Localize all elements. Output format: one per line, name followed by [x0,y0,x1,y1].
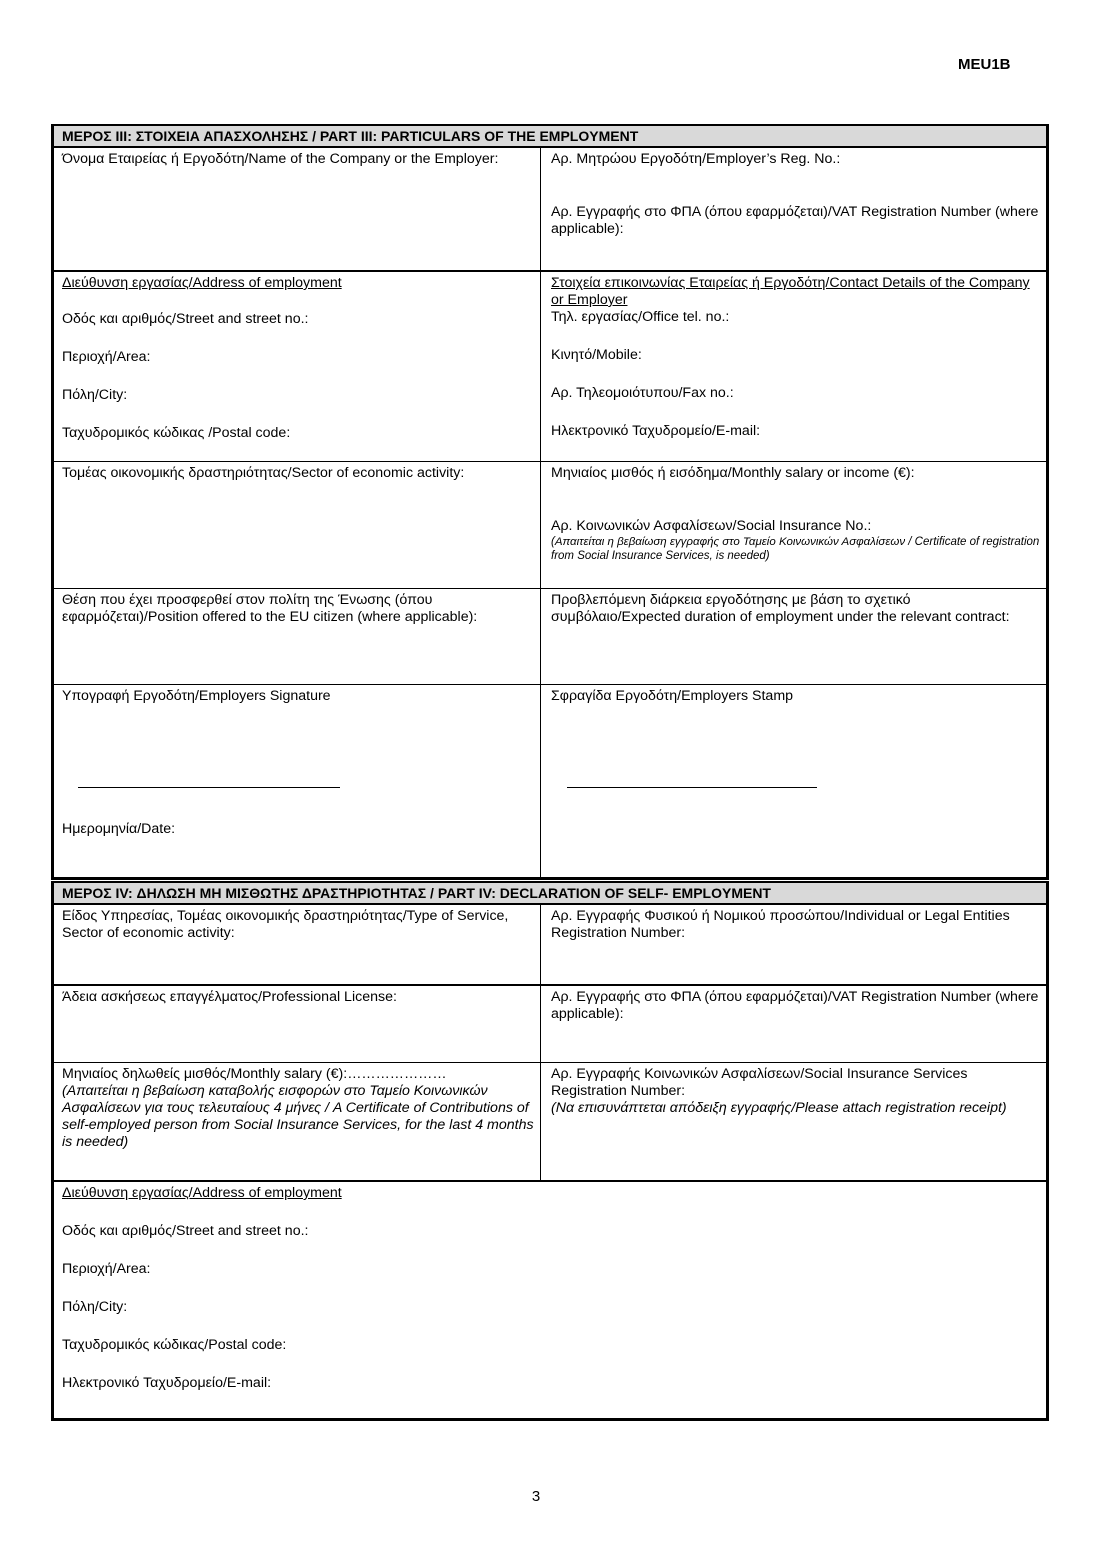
street-label: Οδός και αριθμός/Street and street no.: [62,311,309,327]
position-offered-label: Θέση που έχει προσφερθεί στον πολίτη της Ένωσης (όπου εφαρμόζεται)/Position offered to the EU citizen (where applicable): [62,592,478,625]
date-label: Ημερομηνία/Date: [62,821,176,837]
area-label: Περιοχή/Area: [62,349,151,365]
position-offered-field[interactable] [54,589,541,684]
service-row [54,905,1046,984]
declared-salary-note: (Απαιτείται η βεβαίωση καταβολής εισφορών στο Ταμείο Κοινωνικών Ασφαλίσεων για τους τελευταίους 4 μήνες / A Certificate of Contributions of self-employed person from Social Insurance Services, for the last 4 months is needed) [62,1083,534,1150]
signature-cell[interactable] [54,685,541,880]
page-number: 3 [531,1488,541,1505]
social-insurance-reg-note: (Να επισυνάπτεται απόδειξη εγγραφής/Please attach registration receipt) [551,1100,1007,1116]
postal-label: Ταχυδρομικός κώδικας /Postal code: [62,425,291,441]
address-cell[interactable] [54,272,541,461]
monthly-salary-label: Μηνιαίος μισθός ή εισόδημα/Monthly salary or income (€): [551,465,915,481]
vat-reg-label-p4: Αρ. Εγγραφής στο ΦΠΑ (όπου εφαρμόζεται)/VAT Registration Number (where applicable): [551,989,1039,1022]
sector-field[interactable] [54,462,541,588]
signature-row [54,684,1046,880]
address-row-p4 [54,1180,1046,1420]
office-tel-label: Τηλ. εργασίας/Office tel. no.: [551,309,730,325]
fax-label: Αρ. Τηλεομοιότυπου/Fax no.: [551,385,734,401]
social-insurance-note: (Απαιτείται η βεβαίωση εγγραφής στο Ταμείο Κοινωνικών Ασφαλίσεων / Certificate of registration from Social Insurance Services, is needed) [551,536,1040,562]
vat-reg-label: Αρ. Εγγραφής στο ΦΠΑ (όπου εφαρμόζεται)/VAT Registration Number (where applicable): [551,204,1039,237]
social-insurance-label: Αρ. Κοινωνικών Ασφαλίσεων/Social Insurance No.: [551,518,872,534]
entity-reg-label: Αρ. Εγγραφής Φυσικού ή Νομικού προσώπου/Individual or Legal Entities Registration Number: [551,908,1010,941]
email-label-p4: Ηλεκτρονικό Ταχυδρομείο/E-mail: [62,1375,272,1391]
license-row [54,984,1046,1062]
expected-duration-field[interactable] [541,589,1046,684]
contact-cell[interactable] [541,272,1046,461]
employer-reg-label: Αρ. Μητρώου Εργοδότη/Employer’s Reg. No.: [551,151,841,167]
position-row [54,588,1046,684]
license-field[interactable] [54,986,541,1062]
stamp-cell[interactable] [541,685,1046,880]
service-type-field[interactable] [54,905,541,984]
social-insurance-reg-label: Αρ. Εγγραφής Κοινωνικών Ασφαλίσεων/Social Insurance Services Registration Number: [551,1066,968,1099]
address-row [54,270,1046,461]
sector-row [54,461,1046,588]
salary-cell[interactable] [541,462,1046,588]
part-3-header: ΜΕΡΟΣ III: ΣΤΟΙΧΕΙΑ ΑΠΑΣΧΟΛΗΣΗΣ / PART III: PARTICULARS OF THE EMPLOYMENT [54,126,1046,148]
signature-line [78,787,340,788]
entity-reg-field[interactable] [541,905,1046,984]
street-label-p4: Οδός και αριθμός/Street and street no.: [62,1223,309,1239]
salary-row [54,1062,1046,1180]
stamp-label: Σφραγίδα Εργοδότη/Employers Stamp [551,688,794,704]
company-name-field[interactable] [54,148,541,270]
license-label: Άδεια ασκήσεως επαγγέλματος/Professional License: [62,989,397,1005]
sector-label: Τομέας οικονομικής δραστηριότητας/Sector of economic activity: [62,465,465,481]
part-4-section [51,881,1049,1421]
company-row [54,148,1046,270]
address-cell-p4[interactable] [54,1182,1046,1420]
vat-reg-field[interactable] [541,986,1046,1062]
stamp-line [567,787,817,788]
company-name-label: Όνομα Εταιρείας ή Εργοδότη/Name of the Company or the Employer: [62,151,499,167]
address-title-p4: Διεύθυνση εργασίας/Address of employment [62,1185,342,1201]
social-insurance-reg-field[interactable] [541,1063,1046,1180]
service-type-label: Είδος Υπηρεσίας, Τομέας οικονομικής δραστηριότητας/Type of Service, Sector of economic activity: [62,908,509,941]
declared-salary-field[interactable] [54,1063,541,1180]
postal-label-p4: Ταχυδρομικός κώδικας/Postal code: [62,1337,287,1353]
city-label-p4: Πόλη/City: [62,1299,128,1315]
email-label: Ηλεκτρονικό Ταχυδρομείο/E-mail: [551,423,761,439]
mobile-label: Κινητό/Mobile: [551,347,642,363]
address-title: Διεύθυνση εργασίας/Address of employment [62,275,342,291]
expected-duration-label: Προβλεπόμενη διάρκεια εργοδότησης με βάση το σχετικό συμβόλαιο/Expected duration of employment under the relevant contract: [551,592,1010,625]
contact-title: Στοιχεία επικοινωνίας Εταιρείας ή Εργοδότη/Contact Details of the Company or Employer [551,275,1030,308]
signature-label: Υπογραφή Εργοδότη/Employers Signature [62,688,331,704]
part-4-header: ΜΕΡΟΣ IV: ΔΗΛΩΣΗ ΜΗ ΜΙΣΘΩΤΗΣ ΔΡΑΣΤΗΡΙΟΤΗΤΑΣ / PART IV: DECLARATION OF SELF- EMPLOYMENT [54,883,1046,905]
city-label: Πόλη/City: [62,387,128,403]
area-label-p4: Περιοχή/Area: [62,1261,151,1277]
employer-reg-cell[interactable] [541,148,1046,270]
declared-salary-label: Μηνιαίος δηλωθείς μισθός/Monthly salary (€):………………… [62,1066,447,1082]
part-3-section [51,124,1049,880]
document-code: MEU1B [958,56,1011,73]
